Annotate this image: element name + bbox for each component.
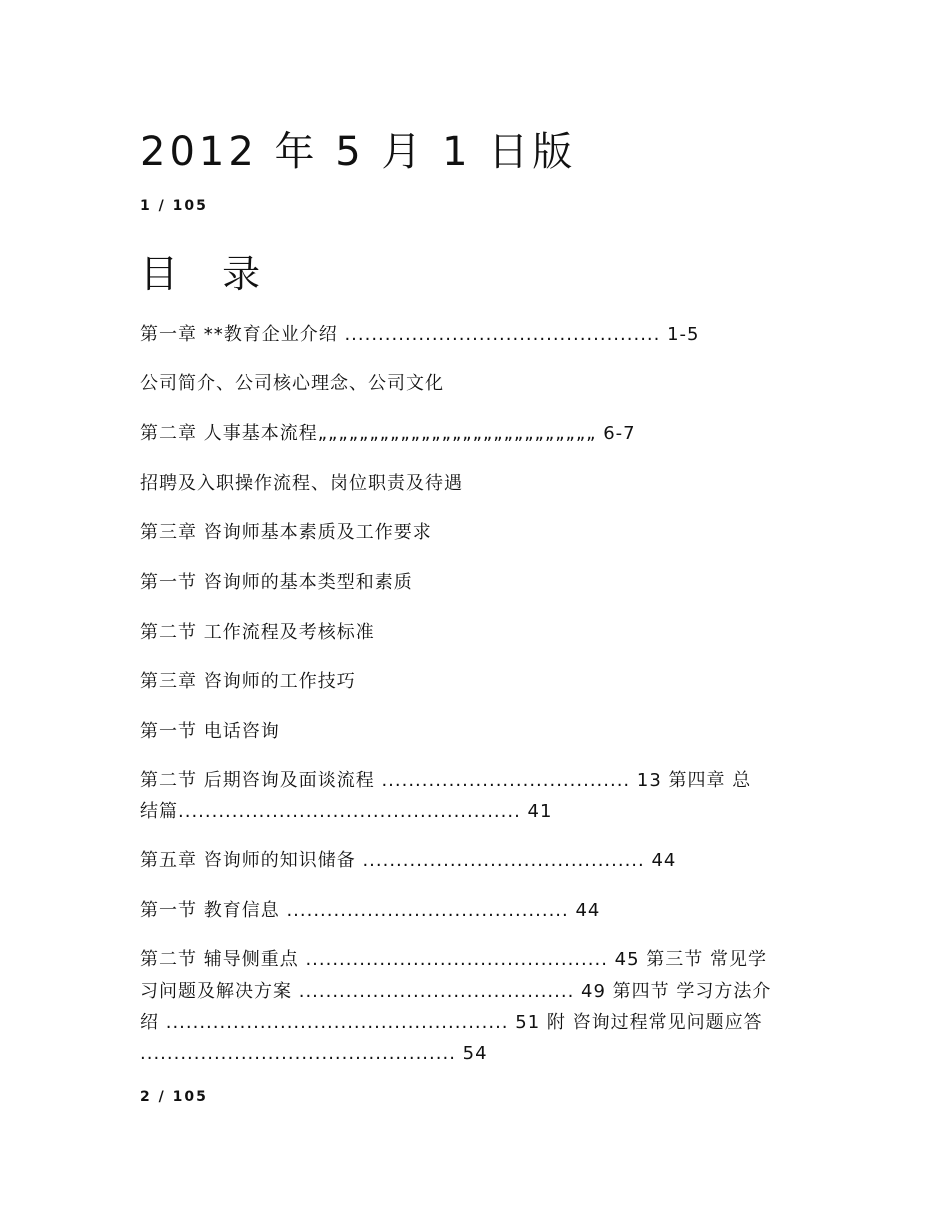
toc-entry-chapter-3b: 第三章 咨询师的工作技巧 <box>140 671 356 692</box>
toc-entry-chapter-1: 第一章 **教育企业介绍 ............................................... 1-5 <box>140 324 700 345</box>
toc-entry-chapter-2: 第二章 人事基本流程„„„„„„„„„„„„„„„„„„„„„„„„„„„ 6-7 <box>140 423 636 444</box>
toc-entry-section: 第一节 咨询师的基本类型和素质 <box>140 572 413 593</box>
toc-entry-chapter-2-desc: 招聘及入职操作流程、岗位职责及待遇 <box>140 473 463 494</box>
page-number-1: 1 / 105 <box>140 198 208 214</box>
page-number-2: 2 / 105 <box>140 1089 208 1105</box>
toc-entry-section: 第一节 教育信息 .......................................... 44 <box>140 900 601 921</box>
toc-entry-continuation: ............................................... 54 <box>140 1043 488 1064</box>
toc-entry-section: 第二节 辅导侧重点 ............................................. 45 第三节 常见学 <box>140 949 767 970</box>
edition-title: 2012 年 5 月 1 日版 <box>140 129 577 175</box>
toc-entry-chapter-3: 第三章 咨询师基本素质及工作要求 <box>140 522 432 543</box>
toc-entry-chapter-1-desc: 公司简介、公司核心理念、公司文化 <box>140 373 444 394</box>
toc-entry-section: 第二节 后期咨询及面谈流程 ..................................... 13 第四章 总 <box>140 770 752 791</box>
toc-entry-continuation: 习问题及解决方案 ......................................... 49 第四节 学习方法介 <box>140 981 772 1002</box>
toc-entry-continuation: 绍 ................................................... 51 附 咨询过程常见问题应答 <box>140 1012 763 1033</box>
toc-entry-continuation: 结篇................................................... 41 <box>140 801 553 822</box>
toc-entry-section: 第一节 电话咨询 <box>140 721 280 742</box>
toc-entry-chapter-5: 第五章 咨询师的知识储备 .......................................... 44 <box>140 850 677 871</box>
toc-entry-section: 第二节 工作流程及考核标准 <box>140 622 375 643</box>
toc-title: 目 录 <box>140 252 277 296</box>
